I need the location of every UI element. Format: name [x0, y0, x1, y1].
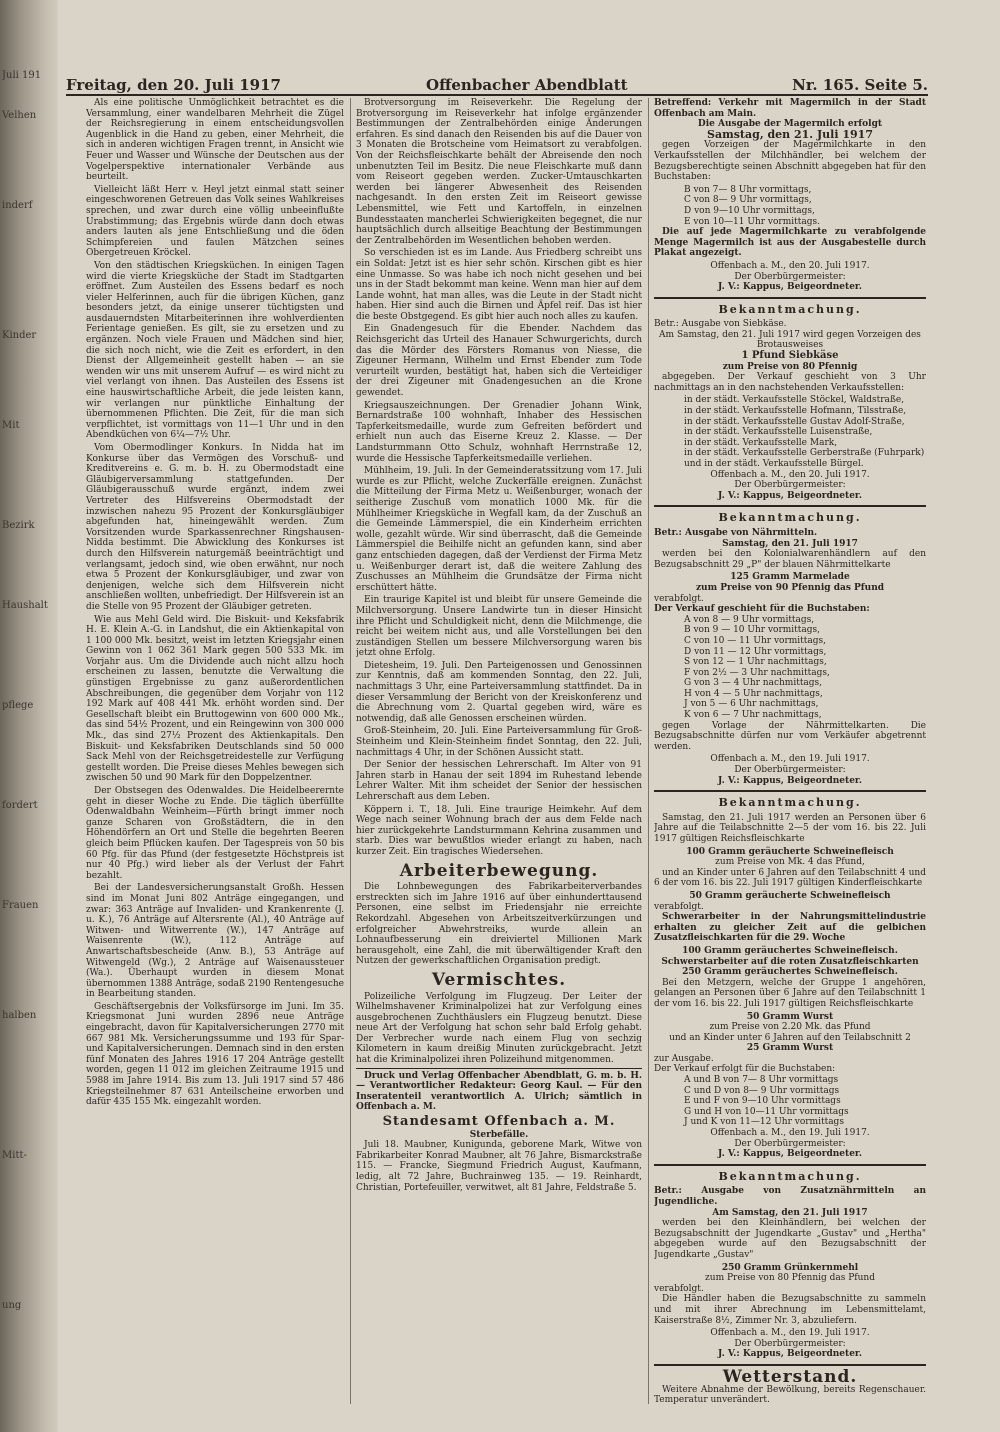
notice-siebkaese — [654, 297, 926, 502]
section-title-standesamt: Standesamt Offenbach a. M. — [382, 1114, 616, 1130]
notice-item: zum Preise von 80 Pfennig — [722, 361, 858, 372]
binding-word: Velhen — [2, 110, 37, 121]
notice-title: Bekanntmachung. — [718, 511, 862, 525]
article-paragraph: Die Lohnbewegungen des Fabrikarbeiterverbandes erstreckten sich im Jahre 1916 auf über einhunderttausend Personen, eine selbst im Friedensjahr nie erreichte Rekordzahl. Abgesehen von Arbeitszeitverkürzungen und erfolgreicher Abwehrstreiks, wurde allein an Lohnaufbesserung ein dreiviertel Millionen Mark herausgeholt, eine Zahl, die mit überwältigender Kraft den Nutzen der gewerkschaftlichen Organisation predigt. — [356, 882, 642, 967]
article-paragraph: Dietesheim, 19. Juli. Den Parteigenossen und Genossinnen zur Kenntnis, daß am kommenden Sonntag, den 22. Juli, nachmittags 3 Uhr, eine Parteiversammlung stattfindet. Da in dieser Versammlung der Bericht von der Kreiskonferenz und die Abrechnung vom 2. Quartal gegeben wird, wäre es notwendig, daß alle Genossen erscheinen würden. — [356, 660, 642, 724]
shop-row: in der städt. Verkaufsstelle Gerberstraße (Fuhrpark) — [684, 448, 925, 459]
article-paragraph: So verschieden ist es im Lande. Aus Friedberg schreibt uns ein Soldat: Jetzt ist es hier sehr schön. Kirschen gibt es hier eine Unmasse. So was habe ich noch nicht gesehen und bei uns in der Stadt bekommt man keine. Wenn man hier auf dem Lande wohnt, hat man alles, was die Leute in der Stadt nicht haben. Hier sind auch die Birnen und Äpfel reif. Das ist hier die beste Obstgegend. Es gibt hier auch noch alles zu kaufen. — [356, 248, 642, 322]
section-title-wetterstand: Wetterstand. — [722, 1366, 858, 1387]
notice-lead: Der Verkauf geschieht für die Buchstaben: — [654, 604, 870, 615]
schedule-row: G und H von 10—11 Uhr vormittags — [684, 1106, 849, 1117]
notice-text: Die Händler haben die Bezugsabschnitte zu sammeln und mit ihrer Abrechnung im Lebensmittelamt, Kaiserstraße 8½, Zimmer Nr. 3, abzuliefern. — [654, 1294, 926, 1326]
notice-title: Bekanntmachung. — [718, 302, 862, 316]
notice-item: 25 Gramm Wurst — [746, 1043, 834, 1054]
notice-date: Am Samstag, den 21. Juli 1917 — [712, 1207, 868, 1218]
magermilch-note: Die auf jede Magermilchkarte zu verabfolgende Menge Magermilch ist aus der Ausgabestelle durch Plakat angezeigt. — [654, 227, 926, 259]
notice-item: 50 Gramm Wurst — [746, 1011, 834, 1022]
sign-name: J. V.: Kappus, Beigeordneter. — [718, 490, 862, 501]
notice-item: zum Preise von 80 Pfennig das Pfund — [705, 1273, 875, 1284]
article-paragraph: Als eine politische Unmöglichkeit betrachtet es die Versammlung, einer wandelbaren Mehrheit die Zügel der Reichsregierung in einem entscheidungsvollen Augenblick in die Hand zu geben, einer Mehrheit, die sich in anderen wichtigen Fragen trennt, in Ansicht wie Feuer und Wasser und Wünsche der Deutschen aus der Vogelperspektive internationaler Verbände aus beurteilt. — [86, 98, 344, 183]
article-paragraph: Von den städtischen Kriegsküchen. In einigen Tagen wird die vierte Kriegsküche der Stadt im Stadtgarten eröffnet. Zum Austeilen des Essens bedarf es noch vieler Helferinnen, auch für die übrigen Küchen, ganz besonders jetzt, da einige unserer tüchtigsten und ausdauerndsten Mitarbeiterinnen ihre wohlverdienten Ferientage genießen. Es gilt, sie zu ersetzen und zu ergänzen. Noch viele Frauen und Mädchen sind hier, die sich noch nicht, wie die Zeit es erfordert, in den Dienst der Allgemeinheit gestellt haben — an sie wenden wir uns mit unserem Aufruf — es wird nicht zu viel verlangt von ihnen. Das Austeilen des Essens ist eine hauswirtschaftliche Arbeit, die jede leisten kann, wir verlangen nur pünktliche Einhaltung der übernommenen Pflichten. Die Zeit, für die man sich verpflichtet, ist vormittags von 11—1 Uhr und in den Abendküchen von 6¼—7½ Uhr. — [86, 260, 344, 441]
notice-verabfolgt: verabfolgt. — [654, 1283, 704, 1294]
schedule-row: S von 12 — 1 Uhr nachmittags, — [684, 657, 827, 668]
binding-word: ung — [2, 1300, 22, 1311]
sign-date: Offenbach a. M., den 19. Juli 1917. — [710, 1328, 870, 1339]
shop-row: in der städt. Verkaufsstelle Gustav Adolf-Straße, — [684, 416, 905, 427]
schedule-row: A und B von 7— 8 Uhr vormittags — [684, 1075, 839, 1086]
subheading-sterbefaelle: Sterbefälle. — [469, 1129, 529, 1140]
weather-text: Weitere Abnahme der Bewölkung, bereits Regenschauer. Temperatur unverändert. — [654, 1384, 926, 1404]
schedule-row: D von 11 — 12 Uhr vormittags, — [684, 646, 827, 657]
sign-date: Offenbach a. M., den 19. Juli 1917. — [710, 754, 870, 765]
notice-item: 125 Gramm Marmelade — [730, 572, 850, 583]
binding-word: Kinder — [2, 330, 37, 341]
notice-ausgabe: zur Ausgabe. — [654, 1053, 714, 1064]
notice-text: Schwerarbeiter in der Nahrungsmittelindustrie erhalten zu gleicher Zeit auf die gelbichen Zusatzfleischkarten für die 29. Woche — [654, 912, 926, 944]
sign-office: Der Oberbürgermeister: — [734, 1138, 846, 1149]
schedule-row: E von 10—11 Uhr vormittags. — [684, 216, 820, 227]
binding-word: halben — [2, 1010, 37, 1021]
binding-word: Frauen — [2, 900, 39, 911]
sign-name: J. V.: Kappus, Beigeordneter. — [718, 1149, 862, 1160]
shop-row: in der städt. Verkaufsstelle Hofmann, Tilsstraße, — [684, 406, 907, 417]
magermilch-intro: Die Ausgabe der Magermilch erfolgt — [697, 119, 883, 130]
notice-item: 1 Pfund Siebkäse — [741, 350, 839, 362]
notice-text: und an Kinder unter 6 Jahren auf den Teilabschnitt 4 und 6 der vom 16. bis 22. Juli 1917 gültigen Kinderfleischkarte — [654, 867, 926, 889]
article-paragraph: Geschäftsergebnis der Volksfürsorge im Juni. Im 35. Kriegsmonat Juni wurden 2896 neue Anträge eingebracht, davon für Kapitalversicherungen 2770 mit 667 981 Mk. Versicherungssumme und 193 für Spar- und Kapitalversicherungen. Demnach sind in den ersten fünf Monaten des Jahres 1916 17 204 Anträge gestellt worden, gegen 11 012 im gleichen Zeitraume 1915 und 5988 im Jahre 1914. Bis zum 13. Juli 1917 sind 57 486 Kriegsteilnehmer 87 631 Anteilscheine erworben und dafür 435 155 Mk. eingezahlt worden. — [86, 1001, 344, 1108]
column-3 — [654, 98, 926, 1404]
magermilch-title: Betreffend: Verkehr mit Magermilch in der Stadt Offenbach am Main. — [654, 98, 926, 119]
schedule-row: G von 3 — 4 Uhr nachmittags, — [684, 678, 823, 689]
binding-word: Haushalt — [2, 600, 48, 611]
schedule-row: B von 9 — 10 Uhr vormittags, — [684, 625, 820, 636]
notice-item: 50 Gramm geräucherte Schweinefleisch — [689, 890, 891, 901]
article-paragraph: Juli 18. Maubner, Kunigunda, geborene Mark, Witwe von Fabrikarbeiter Konrad Maubner, alt 76 Jahre, Bismarckstraße 115. — Francke, Siegmund Friedrich August, Kaufmann, ledig, alt 72 Jahre, Buchrainweg 135. — 19. Reinhardt, Christian, Portefeuiller, verwitwet, alt 81 Jahre, Feldstraße 5. — [356, 1140, 642, 1193]
notice-naehrmittel — [654, 505, 926, 786]
notice-item: zum Preise von 2.20 Mk. das Pfund — [709, 1022, 871, 1033]
article-paragraph: Brotversorgung im Reiseverkehr. Die Regelung der Brotversorgung im Reiseverkehr hat infolge ergänzender Bestimmungen der Zentralbehörden einige Änderungen erfahren. Es sind danach den Reisenden bis auf die Dauer von 3 Monaten die Brotscheine vom Heimatsort zu verabfolgen. Von der Reichsfleischkarte behält der Abreisende den noch unbenutzten Teil im Besitz. Die neue Fleischkarte muß dann vom Reiseort gegeben werden. Zucker-Umtauschkarten werden bei längerer Abwesenheit des Reisenden nachgesandt. In den ersten Zeit im Reiseort gewisse Lebensmittel, wie Fett und Kartoffeln, in einzelnen Bundesstaaten mancherlei Schwierigkeiten begegnet, die nur hauptsächlich durch allseitige Beachtung der Bestimmungen der Zentralbehörden im Wesentlichen behoben werden. — [356, 98, 642, 246]
article-paragraph: Der Obstsegen des Odenwaldes. Die Heidelbeerernte geht in dieser Woche zu Ende. Die täglich überfüllte Odenwaldbahn Weinheim—Fürth bringt immer noch ganze Scharen von Großstädtern, die in den Höhendörfern an Ort und Stelle die begehrten Beeren gleich beim Pflücken kaufen. Der Tagespreis von 50 bis 60 Pfg. für das Pfund (der festgesetzte Höchstpreis ist nur 40 Pfg.) wird lieber als der Verlust der Fahrt bezahlt. — [86, 786, 344, 881]
notice-verabfolgt: verabfolgt. — [654, 593, 704, 604]
shop-row: in der städt. Verkaufsstelle Luisenstraße, — [684, 427, 873, 438]
article-paragraph: Ein Gnadengesuch für die Ebender. Nachdem das Reichsgericht das Urteil des Hanauer Schwurgerichts, durch das die Mörder des Försters Romanus von Niesse, die Zigeuner Hermann, Wilhelm und Ernst Ebender zum Tode verurteilt wurden, bestätigt hat, haben sich die Verteidiger der drei Zigeuner mit Gnadengesuchen an die Krone gewendet. — [356, 324, 642, 399]
page-header — [66, 76, 928, 96]
notice-item: 250 Gramm geräuchertes Schweinefleisch. — [682, 967, 898, 978]
schedule-row: B von 7— 8 Uhr vormittags, — [684, 184, 812, 195]
shop-row: in der städt. Verkaufsstelle Stöckel, Waldstraße, — [684, 395, 905, 406]
article-paragraph: Groß-Steinheim, 20. Juli. Eine Parteiversammlung für Groß-Steinheim und Klein-Steinheim findet Sonntag, den 22. Juli, nachmittags 4 Uhr, in der Schönen Aussicht statt. — [356, 726, 642, 758]
notice-jugend — [654, 1164, 926, 1360]
binding-word: Mitt- — [2, 1150, 27, 1161]
notice-subject: Betr.: Ausgabe von Zusatznährmitteln an Jugendliche. — [654, 1186, 926, 1207]
binding-edge — [0, 0, 58, 1432]
notice-title: Bekanntmachung. — [718, 1169, 862, 1183]
notice-lead: Am Samstag, den 21. Juli 1917 wird gegen Vorzeigen des Brotausweises — [659, 329, 921, 351]
shop-row: in der städt. Verkaufsstelle Mark, — [684, 437, 838, 448]
notice-text: Schwerstarbeiter auf die roten Zusatzfleischkarten — [661, 956, 919, 967]
notice-item: 250 Gramm Grünkernmehl — [721, 1262, 859, 1273]
notice-item: zum Preise von Mk. 4 das Pfund, — [715, 857, 865, 868]
schedule-row: H von 4 — 5 Uhr nachmittags, — [684, 688, 823, 699]
imprint: Druck und Verlag Offenbacher Abendblatt, G. m. b. H. — Verantwortlicher Redakteur: Georg Kaul. — Für den Inseratenteil verantwortlich A. Ulrich; sämtlich in Offenbach a. M. — [356, 1068, 642, 1113]
schedule-row: K von 6 — 7 Uhr nachmittags, — [684, 710, 822, 721]
article-paragraph: Wie aus Mehl Geld wird. Die Biskuit- und Keksfabrik H. E. Klein A.-G. in Landshut, die ein Aktienkapital von 1 100 000 Mk. besitzt, weist im letzten Kriegsjahr einen Gewinn von 1 062 361 Mark gegen 500 533 Mk. im Vorjahr aus. Um die Dividende auch nicht allzu hoch erscheinen zu lassen, benutzte die Verwaltung die günstigen Ergebnisse zu ganz außerordentlichen Abschreibungen, die gegenüber dem Vorjahr von 112 192 Mark auf 408 441 Mk. erhöht worden sind. Der Gesellschaft bleibt ein Bruttogewinn von 600 000 Mk., das sind 54½ Prozent, und ein Reingewinn von 300 000 Mk., das sind 27½ Prozent des Aktienkapitals. Den Biskuit- und Keksfabriken Deutschlands sind 50 000 Sack Mehl von der Reichsgetreidestelle zur Verfügung gestellt worden. Die Preise dieses Mehles bewegen sich zwischen 50 und 90 Mark für den Doppelzentner. — [86, 614, 344, 784]
column-1 — [86, 98, 344, 1404]
sign-date: Offenbach a. M., den 19. Juli 1917. — [710, 1128, 870, 1139]
notice-text: werden bei den Kleinhändlern, bei welchen der Bezugsabschnitt der Jugendkarte „Gustav" und „Hertha" abgegeben wurde auf den Bezugsabschnitt der Jugendkarte „Gustav" — [654, 1218, 926, 1260]
article-paragraph: Kriegsauszeichnungen. Der Grenadier Johann Wink, Bernardstraße 100 wohnhaft, Inhaber des Hessischen Tapferkeitsmedaille, wurde zum Gefreiten befördert und erhielt nun auch das Eiserne Kreuz 2. Klasse. — Der Landsturmmann Otto Schulz, wohnhaft Herrnstraße 12, wurde die Hessische Tapferkeitsmedaille verliehen. — [356, 400, 642, 464]
column-divider — [350, 98, 351, 1404]
sign-office: Der Oberbürgermeister: — [734, 1338, 846, 1349]
article-paragraph: Vielleicht läßt Herr v. Heyl jetzt einmal statt seiner eingeschworenen Getreuen das Volk seines Wahlkreises sprechen, und zwar durch eine völlig unbeeinflußte Urabstimmung; das Ergebnis würde dann doch etwas anders lauten als jene Entschließung und die öden Schimpfereien und faulen Mätzchen seines Obergetreuen Kröckel. — [86, 184, 344, 259]
header-date: Freitag, den 20. Juli 1917 — [66, 76, 281, 94]
sign-office: Der Oberbürgermeister: — [734, 480, 846, 491]
notice-date: Samstag, den 21. Juli 1917 — [722, 538, 858, 549]
notice-item: zum Preise von 90 Pfennig das Pfund — [695, 582, 885, 593]
notice-subject: Betr.: Ausgabe von Nährmitteln. — [654, 527, 818, 538]
schedule-row: C von 10 — 11 Uhr vormittags, — [684, 635, 826, 646]
notice-fleisch — [654, 790, 926, 1160]
header-page-number: Nr. 165. Seite 5. — [792, 76, 928, 94]
notice-title: Bekanntmachung. — [718, 796, 862, 810]
notice-text: Bei den Metzgern, welche der Gruppe 1 angehören, gelangen an Personen über 6 Jahre auf den Teilabschnitt 1 der vom 16. bis 22. Juli 1917 gültigen Reichsfleischkarte — [654, 977, 926, 1009]
shop-row: und in der städt. Verkaufsstelle Bürgel. — [684, 459, 864, 469]
column-divider — [648, 98, 649, 1404]
sign-name: J. V.: Kappus, Beigeordneter. — [718, 282, 862, 293]
schedule-row: D von 9—10 Uhr vormittags, — [684, 205, 815, 216]
article-paragraph: Bei der Landesversicherungsanstalt Großh. Hessen sind im Monat Juni 802 Anträge eingegangen, und zwar: 363 Anträge auf Invaliden- und Krankenrente (J. u. K.), 76 Anträge auf Altersrente (Al.), 40 Anträge auf Witwen- und Witwerrente (W.), 147 Anträge auf Waisenrente (W.), 112 Anträge auf Anwartschaftsbescheide (Anw. B.), 53 Anträge auf Witwengeld (Wg.), 2 Anträge auf Waisenaussteuer (Wa.). Überhaupt wurden in diesem Monat übernommen 1388 Anträge, sodaß 2190 Rentengesuche in Bearbeitung standen. — [86, 883, 344, 1000]
article-paragraph: Köppern i. T., 18. Juli. Eine traurige Heimkehr. Auf dem Wege nach seiner Wohnung brach der aus dem Felde nach hier zurückgekehrte Landsturmmann Kehrina zusammen und starb. Dies war bewußtlos wieder erlangt zu haben, nach kurzer Zeit. Ein tragisches Wiedersehen. — [356, 804, 642, 857]
notice-text: werden bei den Kolonialwarenhändlern auf den Bezugsabschnitt 29 „P" der blauen Nährmittelkarte — [654, 549, 926, 570]
schedule-row: E und F von 9—10 Uhr vormittags — [684, 1096, 841, 1107]
notice-wetter — [654, 1364, 926, 1404]
notice-lead: Samstag, den 21. Juli 1917 werden an Personen über 6 Jahre auf die Teilabschnitte 2—5 der vom 16. bis 22. Juli 1917 gültigen Reichsfleischkarte — [654, 812, 926, 844]
section-title-vermischtes: Vermischtes. — [431, 969, 567, 990]
notice-item: 100 Gramm geräuchertes Schweinefleisch. — [682, 945, 898, 956]
sign-date: Offenbach a. M., den 20. Juli 1917. — [710, 469, 870, 480]
binding-word: Juli 191 — [2, 70, 42, 81]
notice-subject: Betr.: Ausgabe von Siebkäse. — [654, 319, 787, 330]
binding-word: Mit — [2, 420, 20, 431]
notice-verabfolgt: verabfolgt. — [654, 901, 704, 912]
notice-item: 100 Gramm geräucherte Schweinefleisch — [686, 846, 894, 857]
article-paragraph: Ein traurige Kapitel ist und bleibt für unsere Gemeinde die Milchversorgung. Unsere Landwirte tun in dieser Hinsicht ihre Pflicht und Schuldigkeit nicht, denn die Milchmenge, die reicht bei weitem nicht aus, und alle Vorstellungen bei den zuständigen Stellen um bessere Milchversorgung waren bis jetzt ohne Erfolg. — [356, 595, 642, 659]
magermilch-text: gegen Vorzeigen der Magermilchkarte in den Verkaufsstellen der Milchhändler, bei welchem der Bezugsberechtigte seinen Abschnitt abgegeben hat für den Buchstaben: — [654, 140, 926, 183]
binding-word: pflege — [2, 700, 34, 711]
notice-text: abgegeben. Der Verkauf geschieht von 3 Uhr nachmittags an in den nachstehenden Verkaufsstellen: — [654, 372, 926, 393]
schedule-row: A von 8 — 9 Uhr vormittags, — [684, 614, 815, 625]
schedule-row: C von 8— 9 Uhr vormittags, — [684, 195, 812, 206]
sign-name: J. V.: Kappus, Beigeordneter. — [718, 1349, 862, 1360]
article-paragraph: Polizeiliche Verfolgung im Flugzeug. Der Leiter der Wilhelmshavener Kriminalpolizei hat zur Verfolgung eines ausgebrochenen Zuchthäuslers ein Flugzeug benutzt. Diese neue Art der Verfolgung hat schon sehr bald Erfolg gehabt. Der Verbrecher wurde nach einem Flug von sechzig Kilometern in kaum dreißig Minuten zurückgebracht. Jetzt hat die Kriminalpolizei ihren Polizeihund mitgenommen. — [356, 991, 642, 1066]
schedule-row: J von 5 — 6 Uhr nachmittags, — [684, 699, 819, 710]
notice-text: gegen Vorlage der Nährmittelkarten. Die Bezugsabschnitte dürfen nur vom Verkäufer abgetrennt werden. — [654, 720, 926, 752]
header-rule — [66, 94, 928, 96]
notice-text: und an Kinder unter 6 Jahren auf den Teilabschnitt 2 — [669, 1032, 911, 1043]
sign-date: Offenbach a. M., den 20. Juli 1917. — [710, 260, 870, 271]
binding-word: inderf — [2, 200, 33, 211]
schedule-row: F von 2½ — 3 Uhr nachmittags, — [684, 667, 830, 678]
schedule-row: C und D von 8— 9 Uhr vormittags — [684, 1085, 840, 1096]
article-paragraph: Mühlheim, 19. Juli. In der Gemeinderatssitzung vom 17. Juli wurde es zur Pflicht, welche Zuckerfälle ereignen. Zunächst die Mitteilung der Firma Metz u. Weißenburger, wonach der seitherige Zuschuß vom monatlich 1000 Mk. für die Mühlheimer Kriegsküche in Wegfall kam, da der Zuschuß an die Gemeinde Lämmerspiel, die ein Kinderheim errichten wolle, gezahlt würde. Wir sind überrascht, daß die Gemeinde Lämmerspiel die Beihilfe nicht an gefunden kann, sind aber ganz entschieden dagegen, daß der Verdienst der Firma Metz u. Weißenburger derart ist, daß die weitere Zahlung des Zuschusses an Mühlheim die Grundsätze der Firma nicht erschüttert hätte. — [356, 466, 642, 593]
section-title-arbeiterbewegung: Arbeiterbewegung. — [399, 860, 599, 881]
schedule-row: J und K von 11—12 Uhr vormittags — [684, 1117, 844, 1128]
binding-word: Bezirk — [2, 520, 35, 531]
binding-word: fordert — [2, 800, 38, 811]
sign-name: J. V.: Kappus, Beigeordneter. — [718, 775, 862, 786]
notice-lead: Der Verkauf erfolgt für die Buchstaben: — [654, 1064, 836, 1075]
article-paragraph: Vom Obermodlinger Konkurs. In Nidda hat im Konkurse über das Vermögen des Vorschuß- und Kreditvereins e. G. m. b. H. zu Obermodstadt eine Gläubigerversammlung stattgefunden. Der Gläubigerausschuß wurde ergänzt, indem zwei Vertreter des Hilfsvereins Obermodstadt der inzwischen nahezu 95 Prozent der Konkursgläubiger abgefunden hat, hineingewählt werden. Zum Vorsitzenden wurde Sparkassenrechner Ringshausen-Nidda bestimmt. Die Abwicklung des Konkurses ist durch den Hilfsverein naturgemäß beeinträchtigt und verlangsamt, jedoch sind, wie oben erwähnt, nur noch etwa 5 Prozent der Konkursgläubiger, und zwar von denjenigen, welche sich dem Hilfsverein nicht anschließen wollten, unbefriedigt. Der Hilfsverein ist an die Stelle von 95 Prozent der Gläubiger getreten. — [86, 443, 344, 612]
sign-office: Der Oberbürgermeister: — [734, 765, 846, 776]
article-paragraph: Der Senior der hessischen Lehrerschaft. Im Alter von 91 Jahren starb in Hanau der seit 1894 im Ruhestand lebende Lehrer Walter. Mit ihm scheidet der Senior der hessischen Lehrerschaft aus dem Leben. — [356, 760, 642, 802]
column-2 — [356, 98, 642, 1404]
header-paper-title: Offenbacher Abendblatt — [426, 76, 628, 94]
sign-office: Der Oberbürgermeister: — [734, 271, 846, 282]
magermilch-date: Samstag, den 21. Juli 1917 — [707, 127, 873, 141]
